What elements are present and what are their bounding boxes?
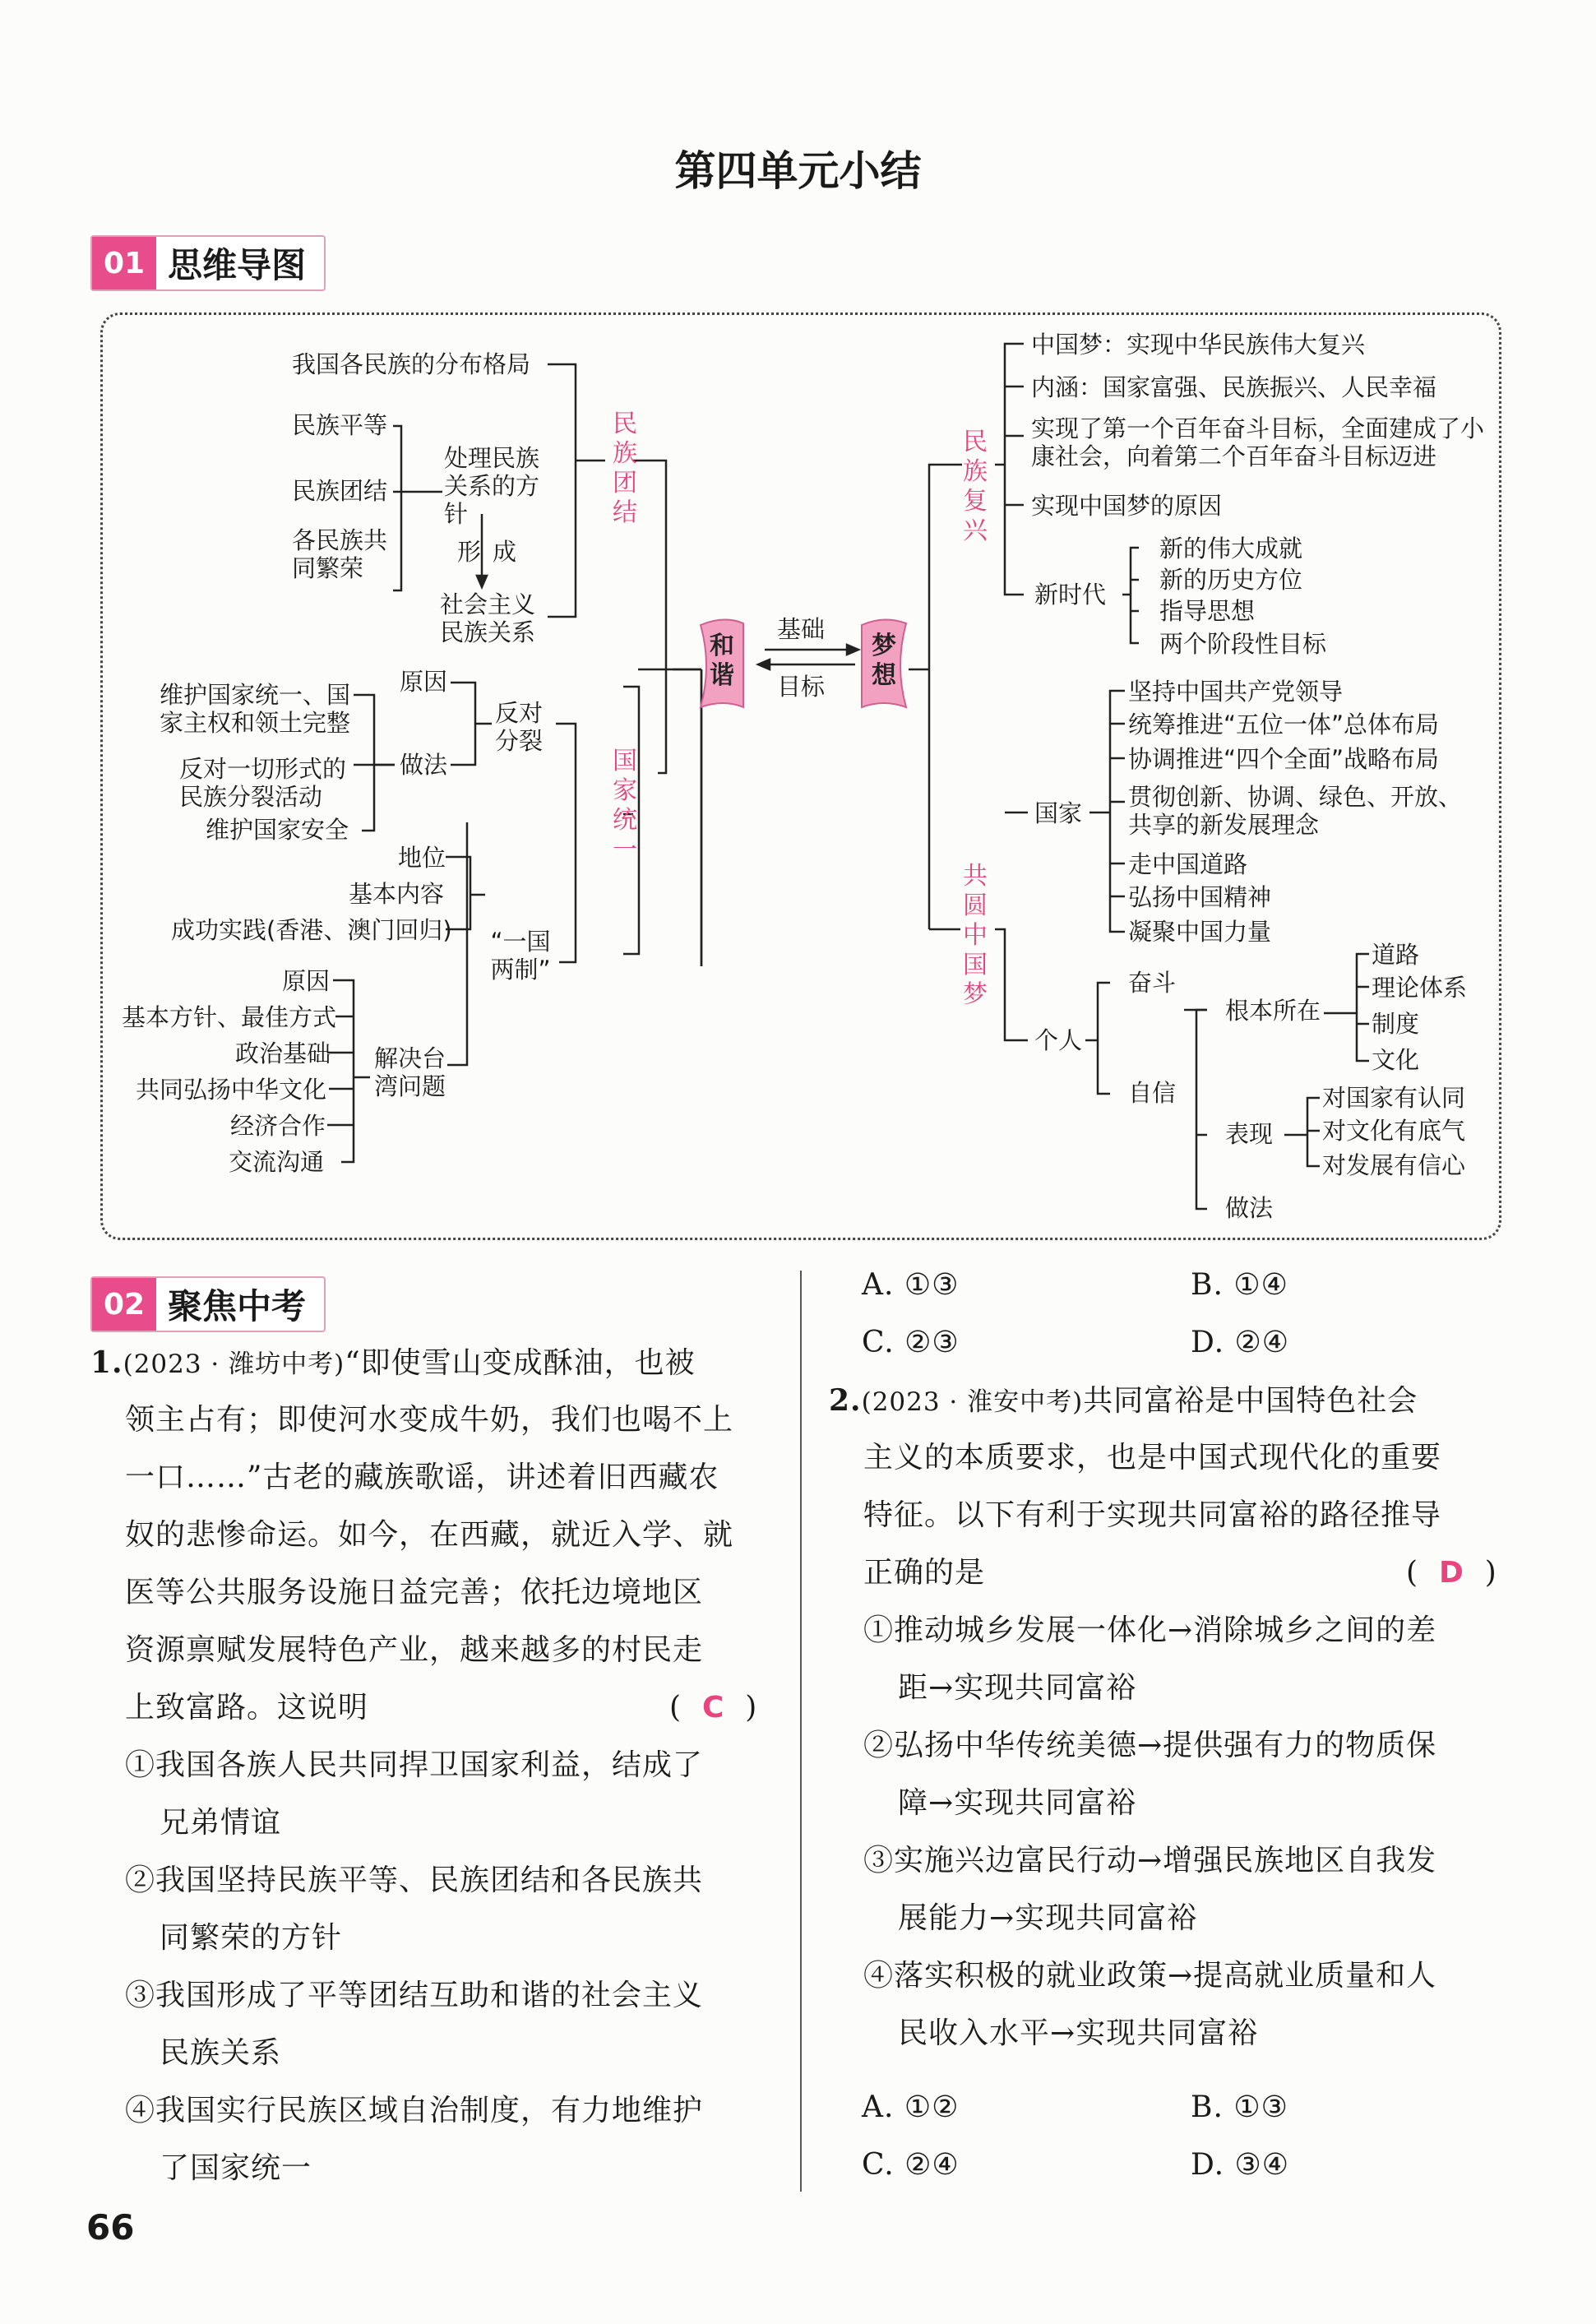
node-economic-cooperation: 经济合作 [230,1112,326,1140]
node-four-comprehensives: 协调推进“四个全面”战略布局 [1128,745,1440,773]
q1-option-1-line-1: ①我国各族人民共同捍卫国家利益，结成了 [125,1748,704,1782]
section-label: 聚焦中考 [168,1286,307,1326]
q2-stem-2: 主义的本质要求，也是中国式现代化的重要 [863,1441,1442,1474]
q1-choice-b[interactable]: B. ①④ [1191,1268,1288,1302]
q1-option-2-line-2: 同繁荣的方针 [160,1921,343,1955]
q2-option-1-line-2: 距→实现共同富裕 [898,1671,1137,1705]
node-dream-reason: 实现中国梦的原因 [1031,492,1223,520]
node-communication: 交流沟通 [229,1148,325,1176]
q2-option-2-line-2: 障→实现共同富裕 [898,1786,1137,1820]
node-chinese-spirit: 弘扬中国精神 [1128,883,1272,911]
q1-stem-3: 一口……”古老的藏族歌谣，讲述着旧西藏农 [125,1461,719,1494]
node-development-confidence: 对发展有信心 [1322,1151,1466,1179]
arrow-label-basis: 基础 [777,615,826,643]
node-new-achievement: 新的伟大成就 [1159,535,1303,562]
page-number: 66 [86,2207,135,2248]
node-basic-content: 基本内容 [349,880,445,908]
node-chinese-dream: 中国梦：实现中华民族伟大复兴 [1031,331,1366,359]
node-form: 形成 [457,538,529,566]
q1-answer: C [701,1691,725,1724]
node-oppose-separatism: 反对一切形式的民族分裂活动 [179,755,347,811]
node-equality: 民族平等 [292,411,388,439]
q1-stem-2: 领主占有；即使河水变成牛奶，我们也喝不上 [125,1403,734,1437]
node-unity: 民族团结 [292,477,388,505]
branch-ethnic-unity: 民族团结 [613,410,637,527]
q1-source: (2023 · 潍坊中考) [123,1349,345,1379]
node-connotation: 内涵：国家富强、民族振兴、人民幸福 [1031,373,1437,401]
q2-option-2-line-1: ②弘扬中华传统美德→提供强有力的物质保 [863,1729,1437,1762]
node-approach: 做法 [400,751,448,779]
branch-shared-dream: 共圆中国梦 [963,862,988,1009]
node-state: 国家 [1034,799,1083,827]
node-taiwan-issue: 解决台湾问题 [374,1044,446,1100]
node-political-basis: 政治基础 [235,1039,331,1067]
q2-source: (2023 · 淮安中考) [861,1387,1084,1417]
node-theory-system: 理论体系 [1372,974,1468,1002]
node-road: 道路 [1372,941,1420,969]
node-two-stage-goals: 两个阶段性目标 [1159,630,1327,658]
node-national-identity: 对国家有认同 [1322,1084,1466,1112]
page-title: 第四单元小结 [674,146,922,195]
q2-option-4-line-1: ④落实积极的就业政策→提高就业质量和人 [863,1959,1437,1993]
q1-choice-d[interactable]: D. ②④ [1191,1326,1290,1359]
column-divider [800,1271,802,2192]
section-number: 02 [92,1278,156,1331]
center-harmony: 和谐 [710,632,734,690]
node-chinese-strength: 凝聚中国力量 [1128,918,1272,946]
node-reason-2: 原因 [282,967,331,995]
node-new-development-concept: 贯彻创新、协调、绿色、开放、共享的新发展理念 [1128,783,1463,839]
branch-national-unity: 国家统一 [613,747,637,864]
q2-stem-4: 正确的是 [863,1556,986,1590]
node-cultural-confidence: 对文化有底气 [1322,1117,1466,1145]
node-status: 地位 [398,844,446,872]
q1-option-1-line-2: 兄弟情谊 [160,1806,282,1840]
section-header-exam [90,1276,326,1332]
q1-answer-bracket: ( C ) [669,1691,758,1724]
node-relations: 社会主义民族关系 [440,590,536,646]
q1-choice-a[interactable]: A. ①③ [862,1268,960,1302]
node-individual: 个人 [1034,1026,1083,1054]
node-root: 根本所在 [1225,997,1321,1025]
node-party-leadership: 坚持中国共产党领导 [1128,678,1344,706]
node-chinese-culture: 共同弘扬中华文化 [136,1076,327,1104]
node-five-in-one: 统筹推进“五位一体”总体布局 [1128,711,1440,738]
q1-stem-6: 资源禀赋发展特色产业，越来越多的村民走 [125,1633,704,1667]
q2-option-3-line-2: 展能力→实现共同富裕 [898,1901,1198,1935]
q1-stem-5: 医等公共服务设施日益完善；依托边境地区 [125,1576,704,1609]
node-national-security: 维护国家安全 [206,816,349,844]
node-one-country-two-systems: “一国两制” [490,928,551,984]
q1-stem-7: 上致富路。这说明 [125,1691,369,1724]
q1-stem-4: 奴的悲惨命运。如今，在西藏，就近入学、就 [125,1518,734,1552]
node-culture: 文化 [1372,1046,1420,1074]
node-prosperity: 各民族共同繁荣 [292,526,388,582]
section-number: 01 [92,237,156,289]
q1-option-2-line-1: ②我国坚持民族平等、民族团结和各民族共 [125,1863,704,1897]
node-method: 做法 [1225,1194,1274,1222]
node-safeguard-sovereignty: 维护国家统一、国家主权和领土完整 [160,681,351,737]
q2-number: 2. [829,1383,862,1418]
center-dream: 梦想 [872,632,896,690]
node-struggle: 奋斗 [1128,969,1177,997]
q1-option-3-line-2: 民族关系 [160,2036,282,2070]
node-distribution: 我国各民族的分布格局 [292,350,531,378]
q1-option-4-line-1: ④我国实行民族区域自治制度，有力地维护 [125,2094,704,2127]
q1-choice-c[interactable]: C. ②③ [862,1326,960,1359]
q2-answer: D [1438,1556,1464,1590]
node-oppose-split: 反对分裂 [495,699,544,755]
q2-stem-1: 共同富裕是中国特色社会 [1083,1384,1418,1418]
node-chinese-road: 走中国道路 [1128,850,1248,878]
q2-choice-b[interactable]: B. ①③ [1191,2090,1288,2124]
node-basic-policy: 基本方针、最佳方式 [122,1003,337,1031]
node-new-era: 新时代 [1034,581,1107,609]
q2-option-4-line-2: 民收入水平→实现共同富裕 [898,2016,1259,2050]
q2-choice-d[interactable]: D. ③④ [1191,2148,1290,2182]
q1-option-3-line-1: ③我国形成了平等团结互助和谐的社会主义 [125,1979,704,2012]
section-label: 思维导图 [168,245,307,285]
branch-national-rejuvenation: 民族复兴 [963,428,988,545]
node-confidence: 自信 [1128,1079,1177,1107]
node-centenary-goal: 实现了第一个百年奋斗目标，全面建成了小康社会，向着第二个百年奋斗目标迈进 [1031,414,1485,470]
node-policy: 处理民族关系的方针 [444,444,540,528]
arrow-label-goal: 目标 [777,673,826,701]
q2-option-3-line-1: ③实施兴边富民行动→增强民族地区自我发 [863,1844,1437,1877]
node-success-practice: 成功实践(香港、澳门回归) [171,916,452,944]
q2-choice-a[interactable]: A. ①② [862,2090,960,2124]
q2-option-1-line-1: ①推动城乡发展一体化→消除城乡之间的差 [863,1613,1437,1647]
q2-choice-c[interactable]: C. ②④ [862,2148,960,2182]
node-guiding-thought: 指导思想 [1159,597,1256,625]
q1-option-4-line-2: 了国家统一 [160,2151,312,2185]
q1-number: 1. [90,1345,123,1380]
q2-answer-bracket: ( D ) [1406,1556,1497,1590]
node-reason: 原因 [400,668,448,696]
q2-stem-3: 特征。以下有利于实现共同富裕的路径推导 [863,1498,1442,1532]
q1-stem-1: “即使雪山变成酥油，也被 [345,1346,696,1380]
node-institution: 制度 [1372,1010,1420,1038]
node-manifestation: 表现 [1225,1120,1274,1148]
node-new-position: 新的历史方位 [1159,566,1303,594]
